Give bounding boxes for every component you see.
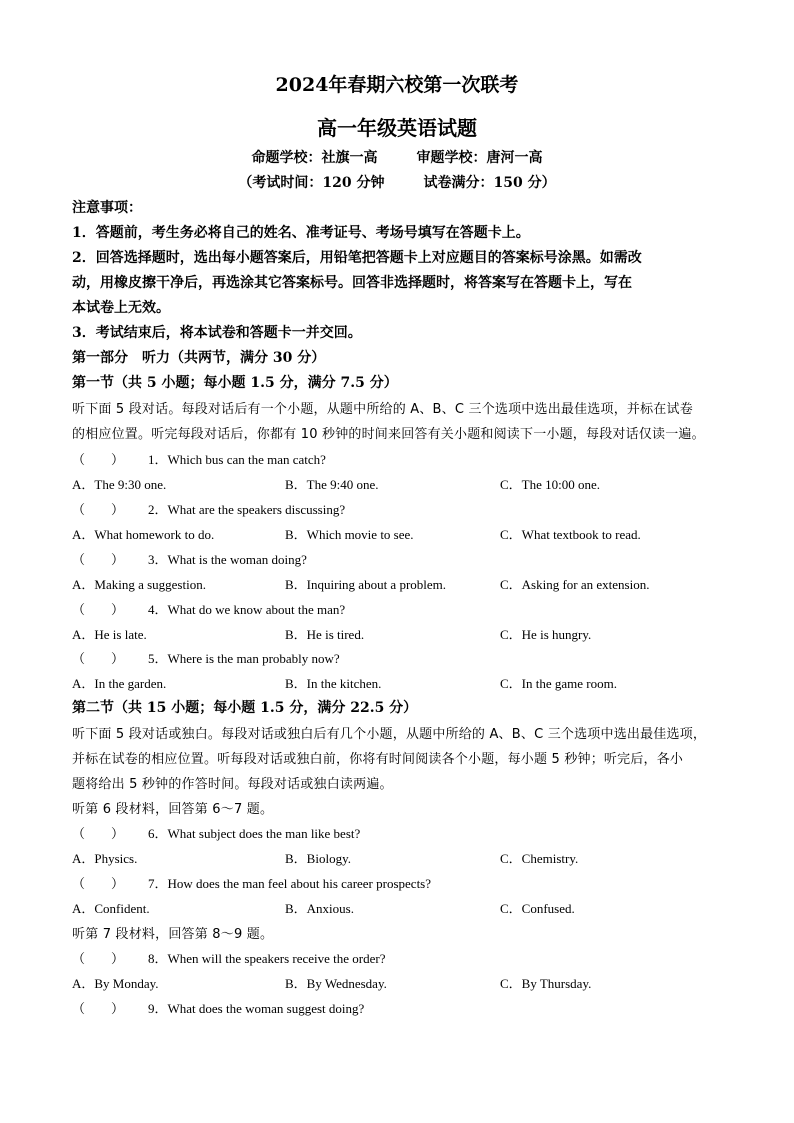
material-7-heading: 听第 7 段材料，回答第 8～9 题。 [72,927,274,942]
answer-blank[interactable]: （ ） [72,826,125,841]
answer-blank[interactable]: （ ） [72,502,125,517]
notice-line-1: 1．答题前，考生务必将自己的姓名、准考证号、考场号填写在答题卡上。 [72,225,530,241]
exam-info-line: （考试时间：120 分钟 试卷满分：150 分） [238,175,556,191]
answer-blank[interactable]: （ ） [72,951,125,966]
q6-option-a: A．Physics. [72,851,138,866]
question-8 [72,948,724,967]
question-7 [72,873,724,892]
question-1 [72,449,724,468]
question-stem: 5．Where is the man probably now? [148,651,340,666]
part1-heading: 第一部分 听力（共两节，满分 30 分） [72,350,326,366]
question-stem: 2．What are the speakers discussing? [148,502,346,517]
question-stem: 1．Which bus can the man catch? [148,452,326,467]
notice-heading: 注意事项： [72,200,142,216]
question-4 [72,599,724,618]
section2-instructions-c: 题将给出 5 秒钟的作答时间。每段对话或独白读两遍。 [72,777,393,792]
notice-line-2a: 2．回答选择题时，选出每小题答案后，用铅笔把答题卡上对应题目的答案标号涂黑。如需改 [72,250,642,266]
question-stem: 3．What is the woman doing? [148,552,307,567]
answer-blank[interactable]: （ ） [72,552,125,567]
q1-option-b: B．The 9:40 one. [285,477,379,492]
question-stem: 6．What subject does the man like best? [148,826,361,841]
section2-heading: 第二节（共 15 小题；每小题 1.5 分，满分 22.5 分） [72,700,418,716]
q7-option-b: B．Anxious. [285,901,354,916]
question-3 [72,549,724,568]
q2-option-a: A．What homework to do. [72,527,215,542]
question-2 [72,499,724,518]
q2-option-b: B．Which movie to see. [285,527,414,542]
q6-option-b: B．Biology. [285,851,351,866]
q8-option-a: A．By Monday. [72,976,159,991]
q8-option-c: C．By Thursday. [500,976,592,991]
answer-blank[interactable]: （ ） [72,876,125,891]
q2-option-c: C．What textbook to read. [500,527,641,542]
schools-line: 命题学校：社旗一高 审题学校：唐河一高 [251,150,543,166]
q6-option-c: C．Chemistry. [500,851,579,866]
question-stem: 9．What does the woman suggest doing? [148,1001,365,1016]
section1-instructions-b: 的相应位置。听完每段对话后，你都有 10 秒钟的时间来回答有关小题和阅读下一小题，每段对话仅读一遍。 [72,427,705,442]
question-9 [72,998,724,1017]
question-5 [72,648,724,667]
question-stem: 4．What do we know about the man? [148,602,346,617]
q8-option-b: B．By Wednesday. [285,976,387,991]
section2-instructions-b: 并标在试卷的相应位置。听每段对话或独白前，你将有时间阅读各个小题，每小题 5 秒钟；听完后，各小 [72,752,684,767]
question-stem: 7．How does the man feel about his career prospects? [148,876,432,891]
notice-line-2b: 动，用橡皮擦干净后，再选涂其它答案标号。回答非选择题时，将答案写在答题卡上，写在 [72,275,632,291]
question-6 [72,823,724,842]
q4-option-a: A．He is late. [72,627,147,642]
answer-blank[interactable]: （ ） [72,1001,125,1016]
notice-line-2c: 本试卷上无效。 [72,300,170,316]
answer-blank[interactable]: （ ） [72,651,125,666]
q5-option-a: A．In the garden. [72,676,167,691]
section1-heading: 第一节（共 5 小题；每小题 1.5 分，满分 7.5 分） [72,375,398,391]
q1-option-c: C．The 10:00 one. [500,477,601,492]
section1-instructions-a: 听下面 5 段对话。每段对话后有一个小题，从题中所给的 A、B、C 三个选项中选出最佳选项，并标在试卷 [72,402,693,417]
section2-instructions-a: 听下面 5 段对话或独白。每段对话或独白后有几个小题，从题中所给的 A、B、C 三个选项中选出最佳选项， [72,727,707,742]
notice-line-3: 3．考试结束后，将本试卷和答题卡一并交回。 [72,325,362,341]
answer-blank[interactable]: （ ） [72,602,125,617]
material-6-heading: 听第 6 段材料，回答第 6～7 题。 [72,802,274,817]
q3-option-c: C．Asking for an extension. [500,577,650,592]
answer-blank[interactable]: （ ） [72,452,125,467]
q4-option-c: C．He is hungry. [500,627,592,642]
q1-option-a: A．The 9:30 one. [72,477,167,492]
q5-option-b: B．In the kitchen. [285,676,382,691]
q3-option-b: B．Inquiring about a problem. [285,577,447,592]
q7-option-c: C．Confused. [500,901,575,916]
exam-title: 2024年春期六校第一次联考 [275,74,519,96]
q4-option-b: B．He is tired. [285,627,365,642]
question-stem: 8．When will the speakers receive the order? [148,951,386,966]
q5-option-c: C．In the game room. [500,676,617,691]
exam-subtitle: 高一年级英语试题 [317,116,477,140]
q3-option-a: A．Making a suggestion. [72,577,206,592]
q7-option-a: A．Confident. [72,901,150,916]
